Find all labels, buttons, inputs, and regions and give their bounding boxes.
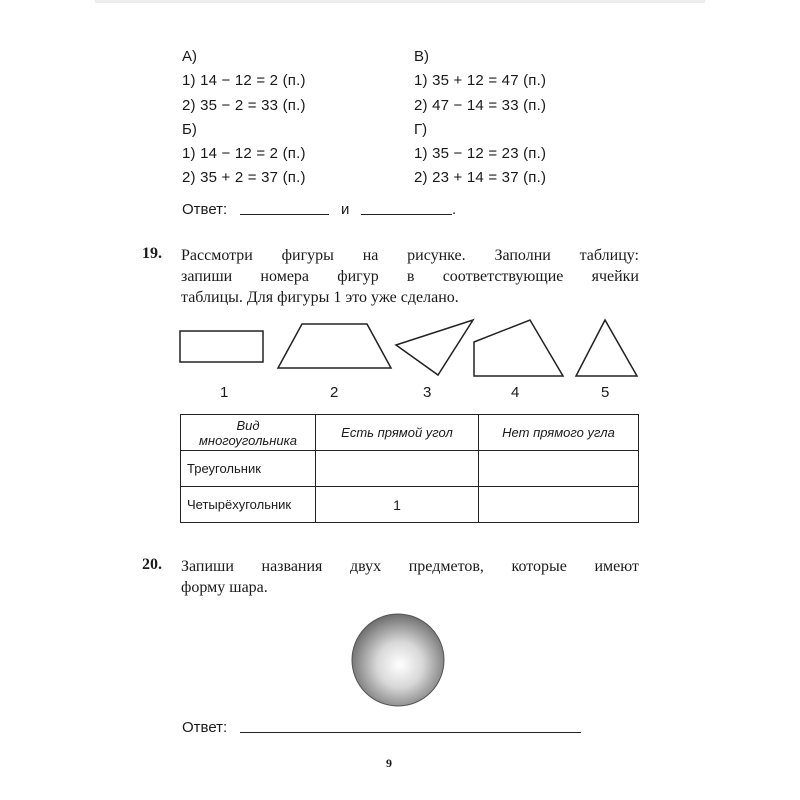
option-g-line-1: 1) 35 − 12 = 23 (п.) <box>414 145 547 162</box>
answer-label-18: Ответ: <box>182 201 228 218</box>
problem-19-line-2: запиши номера фигур в соответствующие ячейки <box>181 268 639 285</box>
answer-conjunction: и <box>341 201 350 218</box>
sphere-image <box>350 612 446 708</box>
figure-3-triangle <box>396 320 473 375</box>
option-a-label: А) <box>182 48 197 65</box>
row-quadrilateral-name: Четырёхугольник <box>181 487 316 523</box>
triangle-right-angle-cell[interactable] <box>316 451 479 487</box>
option-v-label: В) <box>414 48 429 65</box>
figure-1-rectangle <box>180 331 263 362</box>
problem-19-line-3: таблицы. Для фигуры 1 это уже сделано. <box>181 289 459 306</box>
header-polygon-type <box>181 415 316 451</box>
table-row <box>181 451 639 487</box>
option-a-line-2: 2) 35 − 2 = 33 (п.) <box>182 97 306 114</box>
figure-4-number: 4 <box>511 384 520 401</box>
option-b-line-2: 2) 35 + 2 = 37 (п.) <box>182 169 306 186</box>
figure-1-number: 1 <box>220 384 229 401</box>
problem-20-line-2: форму шара. <box>181 579 268 596</box>
header-no-right-angle: Нет прямого угла <box>479 415 639 451</box>
quadrilateral-right-angle-cell[interactable]: 1 <box>316 487 479 523</box>
figure-5-number: 5 <box>601 384 610 401</box>
answer-label-20: Ответ: <box>182 719 228 736</box>
problem-19-line-1: Рассмотри фигуры на рисунке. Заполни таблицу: <box>181 247 639 264</box>
table-row <box>181 487 639 523</box>
problem-20-line-1: Запиши названия двух предметов, которые имеют <box>181 558 639 575</box>
option-v-line-2: 2) 47 − 14 = 33 (п.) <box>414 97 547 114</box>
option-g-line-2: 2) 23 + 14 = 37 (п.) <box>414 169 547 186</box>
option-g-label: Г) <box>414 121 428 138</box>
header-polygon-type-line-1: Вид <box>236 417 260 433</box>
header-has-right-angle: Есть прямой угол <box>316 415 479 451</box>
figure-2-number: 2 <box>330 384 339 401</box>
quadrilateral-no-right-angle-cell[interactable] <box>479 487 639 523</box>
table-header-row <box>181 415 639 451</box>
polygon-table <box>180 414 639 523</box>
header-polygon-type-line-2: многоугольника <box>199 432 297 448</box>
answer-end-period: . <box>452 201 457 218</box>
problem-19-number: 19. <box>142 245 162 262</box>
option-b-label: Б) <box>182 121 197 138</box>
page-number: 9 <box>386 756 392 770</box>
figure-4-quadrilateral <box>474 320 563 376</box>
figure-2-trapezoid <box>278 324 391 368</box>
answer-blank-20[interactable] <box>240 732 581 733</box>
figure-3-number: 3 <box>423 384 432 401</box>
option-a-line-1: 1) 14 − 12 = 2 (п.) <box>182 72 306 89</box>
row-triangle-name: Треугольник <box>181 451 316 487</box>
problem-20-number: 20. <box>142 556 162 573</box>
figure-5-triangle <box>576 320 637 376</box>
option-b-line-1: 1) 14 − 12 = 2 (п.) <box>182 145 306 162</box>
triangle-no-right-angle-cell[interactable] <box>479 451 639 487</box>
option-v-line-1: 1) 35 + 12 = 47 (п.) <box>414 72 547 89</box>
